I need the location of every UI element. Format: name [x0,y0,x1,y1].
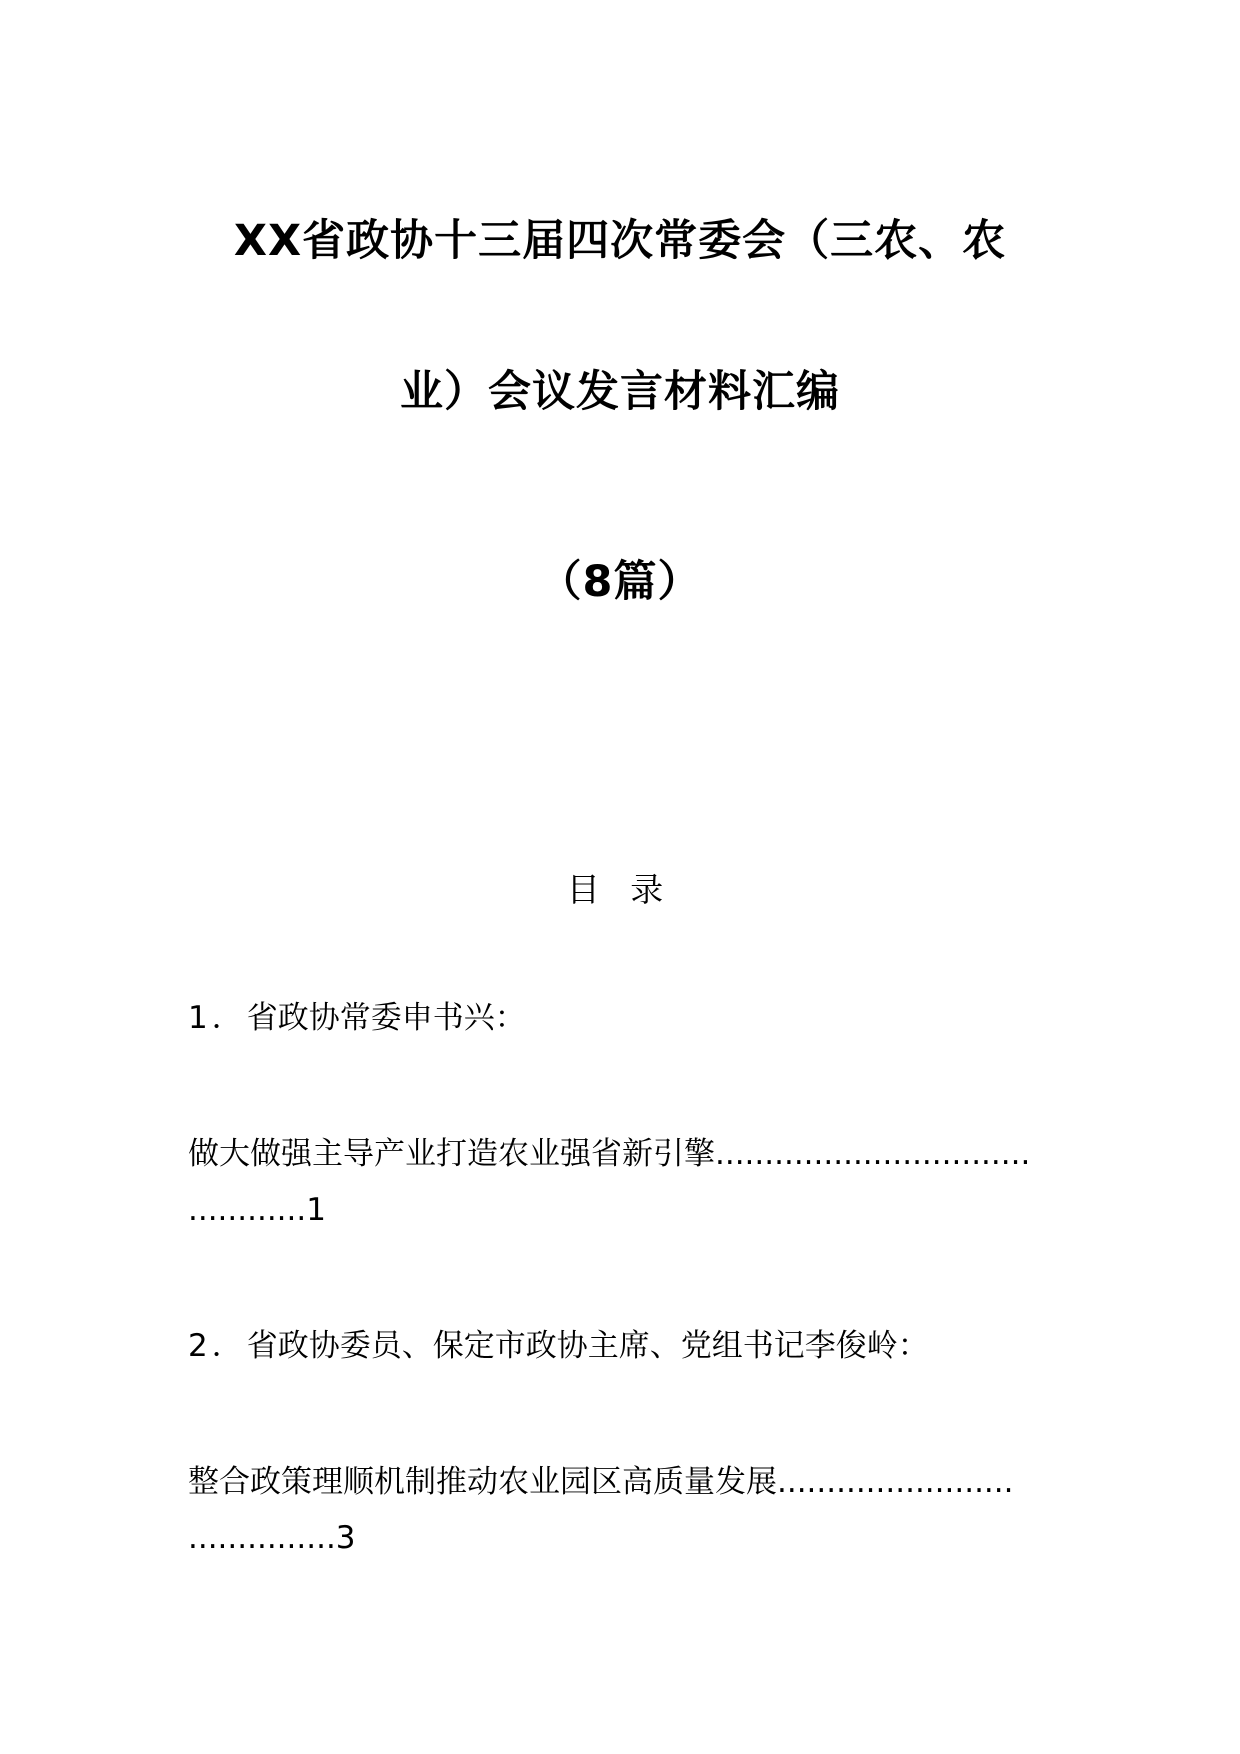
toc-entry-2-headline: 整合政策理顺机制推动农业园区高质量发展........................ [188,1464,1014,1500]
toc-entry-number: 1． [188,1000,247,1036]
toc-entry-2-speaker [188,1320,1058,1365]
document-title-line-1: XX省政协十三届四次常委会（三农、农 [233,216,1007,266]
document-title-count: （8篇） [538,557,702,607]
document-title-line-2: 业）会议发言材料汇编 [400,367,840,417]
toc-entry-2-page: ...............3 [188,1520,356,1556]
toc-entry-speaker: 省政协常委申书兴： [246,1000,526,1036]
toc-heading: 目 录 [566,870,674,909]
toc-entry-number: 2． [188,1328,247,1364]
toc-entry-speaker: 省政协委员、保定市政协主席、党组书记李俊岭： [246,1328,929,1364]
toc-entry-1-headline: 做大做强主导产业打造农业强省新引擎................................ [188,1136,1031,1172]
toc-entry-1-speaker [188,992,1058,1037]
toc-entry-1-page: ............1 [188,1192,326,1228]
